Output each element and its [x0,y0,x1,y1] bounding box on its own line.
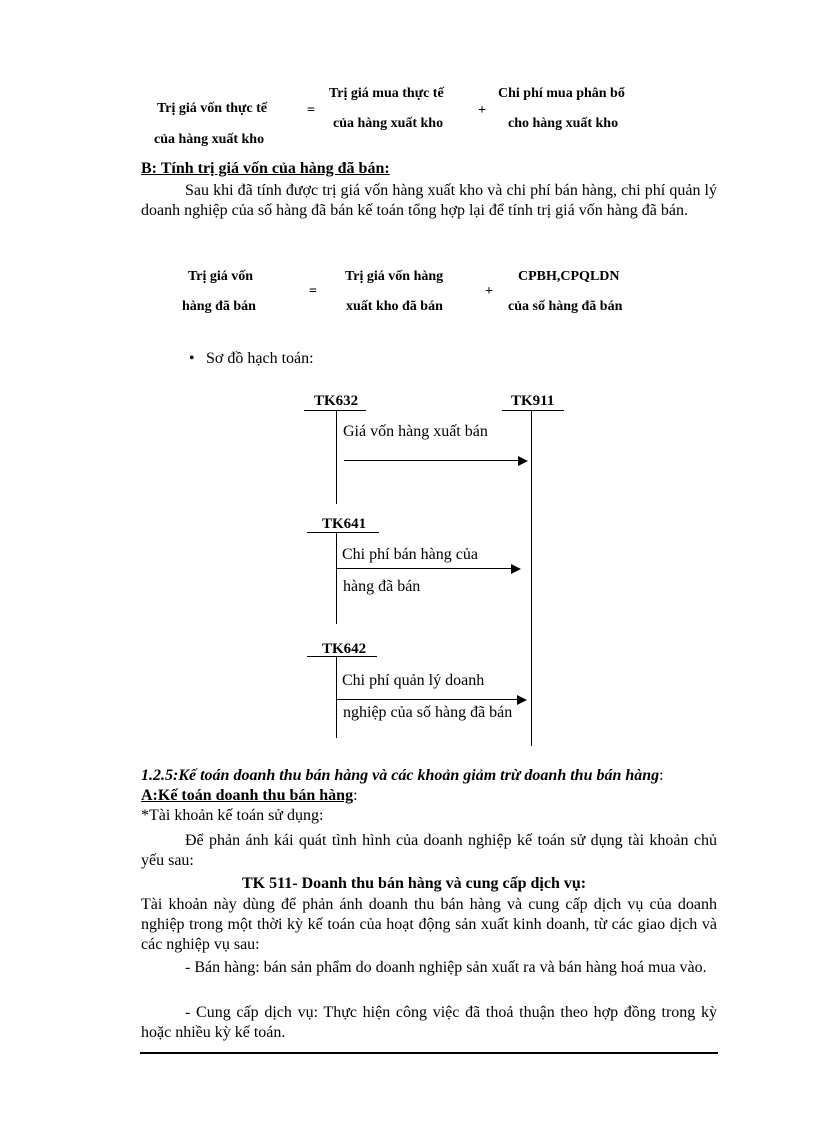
label-admin-cost-line1: Chi phí quản lý doanh [342,672,485,689]
section-a-heading-colon: : [353,787,358,804]
tk641-vertical-line [336,532,337,624]
tk511-heading: TK 511- Doanh thu bán hàng và cung cấp dịch vụ: [242,875,587,892]
formula2-mid-line1: Trị giá vốn hàng [345,269,444,284]
section-b-heading: B: Tính trị giá vốn của hàng đã bán: [141,160,390,177]
formula2-right-line2: của số hàng đã bán [508,299,623,314]
tk642-header-line [307,656,377,657]
formula2-plus: + [485,284,493,299]
section-a-heading [141,787,358,805]
formula2-equals: = [309,284,317,299]
account-paragraph [141,831,717,871]
formula2-left-line1: Trị giá vốn [188,269,254,284]
section-b-paragraph [141,181,717,221]
section-125-heading-text: 1.2.5:Kế toán doanh thu bán hàng và các khoản giảm trừ doanh thu bán hàng [141,767,660,784]
label-selling-cost-line1: Chi phí bán hàng của [342,546,478,563]
tk911-vertical-line [531,410,532,746]
section-125-heading-colon: : [659,767,664,784]
tk511-description: Tài khoản này dùng để phản ánh doanh thu bán hàng và cung cấp dịch vụ của doanh nghiệp trong một thời kỳ kế toán của hoạt động sản xuất kinh doanh, từ các giao dịch và các nghiệp vụ sau: [141,896,717,953]
account-paragraph-text: Để phản ánh kái quát tình hình của doanh nghiệp kế toán sử dụng tài khoản chủ yếu sau: [141,832,717,869]
formula2-left-line2: hàng đã bán [182,299,256,314]
item-sales [141,958,717,978]
section-b-paragraph-text: Sau khi đã tính được trị giá vốn hàng xuất kho và chi phí bán hàng, chi phí quản lý doanh nghiệp của số hàng đã bán kế toán tổng hợp lại để tính trị giá vốn hàng đã bán. [141,182,717,219]
arrow-641-to-911 [337,568,519,569]
item-services-text: - Cung cấp dịch vụ: Thực hiện công việc đã thoả thuận theo hợp đồng trong kỳ hoặc nhiều kỳ kế toán. [141,1004,717,1041]
item-services [141,1003,717,1043]
formula1-right-line1: Chi phí mua phân bổ [498,86,625,101]
tk641-header-line [307,532,379,533]
account-tk642-label: TK642 [322,641,367,657]
tk632-header-line [304,410,366,411]
footer-rule [140,1052,718,1054]
formula1-left-line1: Trị giá vốn thực tế [157,101,268,116]
formula1-mid-line2: của hàng xuất kho [333,116,444,131]
bullet-text: Sơ đồ hạch toán: [206,350,314,367]
section-125-heading [141,767,664,785]
label-cost-of-goods-sold: Giá vốn hàng xuất bán [343,423,488,440]
formula1-equals: = [307,103,315,118]
formula2-right-line1: CPBH,CPQLDN [518,269,620,284]
section-a-heading-text: A:Kế toán doanh thu bán hàng [141,787,354,804]
account-tk641-label: TK641 [322,516,367,532]
tk642-vertical-line [336,656,337,738]
label-admin-cost-line2: nghiệp của số hàng đã bán [343,704,513,721]
tk632-vertical-line [336,410,337,504]
formula1-mid-line1: Trị giá mua thực tế [329,86,444,101]
account-tk632-label: TK632 [314,393,359,409]
formula1-left-line2: của hàng xuất kho [154,132,265,147]
label-selling-cost-line2: hàng đã bán [343,578,421,595]
arrow-632-to-911 [344,460,526,461]
account-used-label: *Tài khoản kế toán sử dụng: [141,807,324,824]
tk911-header-line [502,410,564,411]
formula1-right-line2: cho hàng xuất kho [508,116,619,131]
formula2-mid-line2: xuất kho đã bán [346,299,443,314]
account-tk911-label: TK911 [511,393,555,409]
bullet-symbol: • [189,350,195,367]
item-sales-text: - Bán hàng: bán sản phẩm do doanh nghiệp sản xuất ra và bán hàng hoá mua vào. [185,959,707,976]
formula1-plus: + [478,103,486,118]
arrow-642-to-911 [337,699,525,700]
